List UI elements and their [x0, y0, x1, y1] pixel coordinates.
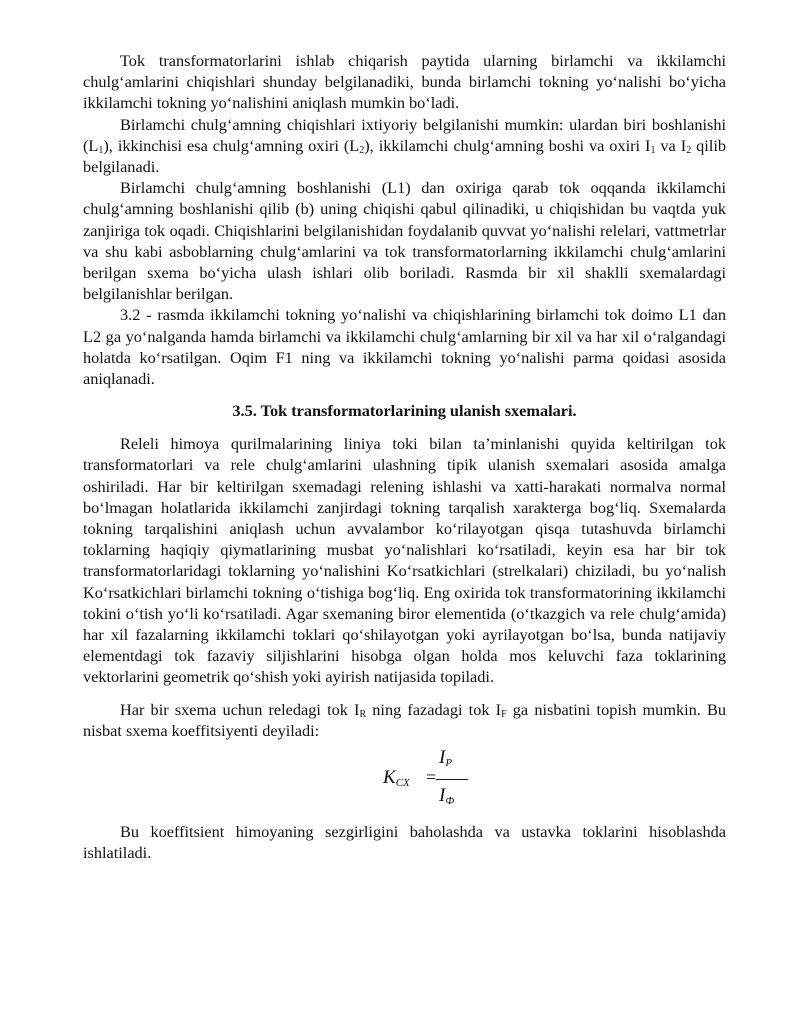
paragraph-6: Har bir sxema uchun reledagi tok $I_R$ ning fazadagi tok $I_F$ ga nisbatini topish mumkin. Bu nisbat sxema koeffitsiyenti deyiladi:	[83, 699, 727, 740]
formula-denominator: $I_Ф$	[439, 785, 455, 808]
paragraph-7: Bu koeffitsient himoyaning sezgirligini baholashda va ustavka toklarini hisoblashda ishlatiladi.	[83, 822, 726, 863]
formula-lhs: $K_{CX}$	[383, 767, 410, 790]
paragraph-3: Birlamchi chulg‘amning boshlanishi (L1) dan oxiriga qarab tok oqqanda ikkilamchi chulg‘amning boshlanishi qilib (b) uning chiqishi qabul qilinadiki, u chiqishidan bu vaqtda yuk zanjiriga tok oqadi. Chiqishlarini belgilanishidan foydalanib quvvat yo‘nalishi relelari, vattmetrlar va shu kabi asboblarning chulg‘amlarini va tok transformatorlarning ikkilamchi chulg‘amlarini berilgan sxema bo‘yicha ulash ishlari olib boriladi. Rasmda bir xil shaklli sxemalardagi belgilanishlar berilgan.	[83, 178, 726, 304]
document-page	[83, 50, 726, 864]
coefficient-formula	[83, 747, 726, 817]
section-heading: 3.5. Tok transformatorlarining ulanish sxemalari.	[232, 401, 577, 421]
paragraph-1: Tok transformatorlarini ishlab chiqarish paytida ularning birlamchi va ikkilamchi chulg‘amlarini chiqishlari shunday belgilanadiki, bunda birlamchi tokning yo‘nalishi bo‘yicha ikkilamchi tokning yo‘nalishini aniqlash mumkin bo‘ladi.	[83, 51, 726, 113]
paragraph-5: Releli himoya qurilmalarining liniya toki bilan ta’minlanishi quyida keltirilgan tok transformatorlari va rele chulg‘amlarini ulashning tipik ulanish sxemalari asosida amalga oshiriladi. Har bir keltirilgan sxemadagi relening ishlashi va xatti-harakati normalva normal bo‘lmagan holatlarida ikkilamchi zanjirdagi tokning tarqalish xarakterga bog‘liq. Sxemalarda tokning tarqalishini aniqlash uchun avvalambor ko‘rilayotgan qisqa tutashuvda birlamchi toklarning haqiqiy qiymatlarining musbat yo‘nalishlari ko‘rsatiladi, keyin esa har bir tok transformatorlaridagi toklarning yo‘nalishini Ko‘rsatkichlari (strelkalari) chiziladi, bu yo‘nalish Ko‘rsatkichlari birlamchi tokning o‘tishiga bog‘liq. Eng oxirida tok transformatorining ikkilamchi tokini o‘tish yo‘li ko‘rsatiladi. Agar sxemaning biror elementida (o‘tkazgich va rele chulg‘amida) har xil fazalarning ikkilamchi toklari qo‘shilayotgan yoki ayrilayotgan bo‘lsa, bunda natijaviy elementdagi tok fazaviy siljishlarini hisobga olgan holda mos keluvchi faza toklarining vektorlarini geometrik qo‘shish yoki ayirish natijasida topiladi.	[83, 434, 726, 687]
formula-equals: =	[426, 767, 437, 788]
fraction-bar	[436, 779, 468, 780]
paragraph-4: 3.2 - rasmda ikkilamchi tokning yo‘nalishi va chiqishlarining birlamchi tok doimo L1 dan L2 ga yo‘nalganda hamda birlamchi va ikkilamchi chulg‘amlarning bir xil va har xil o‘ralgandagi holatda ko‘rsatilgan. Oqim F1 ning va ikkilamchi tokning yo‘nalishi parma qoidasi asosida aniqlanadi.	[83, 305, 726, 389]
paragraph-2: Birlamchi chulg‘amning chiqishlari ixtiyoriy belgilanishi mumkin: ulardan biri boshlanishi $(L_1)$, ikkinchisi esa chulg‘amning oxiri $(L_2)$, ikkilamchi chulg‘amning boshi va oxiri $I_1$ va $I_2$ qilib belgilanadi.	[83, 114, 727, 177]
formula-numerator: $I_P$	[439, 747, 453, 770]
